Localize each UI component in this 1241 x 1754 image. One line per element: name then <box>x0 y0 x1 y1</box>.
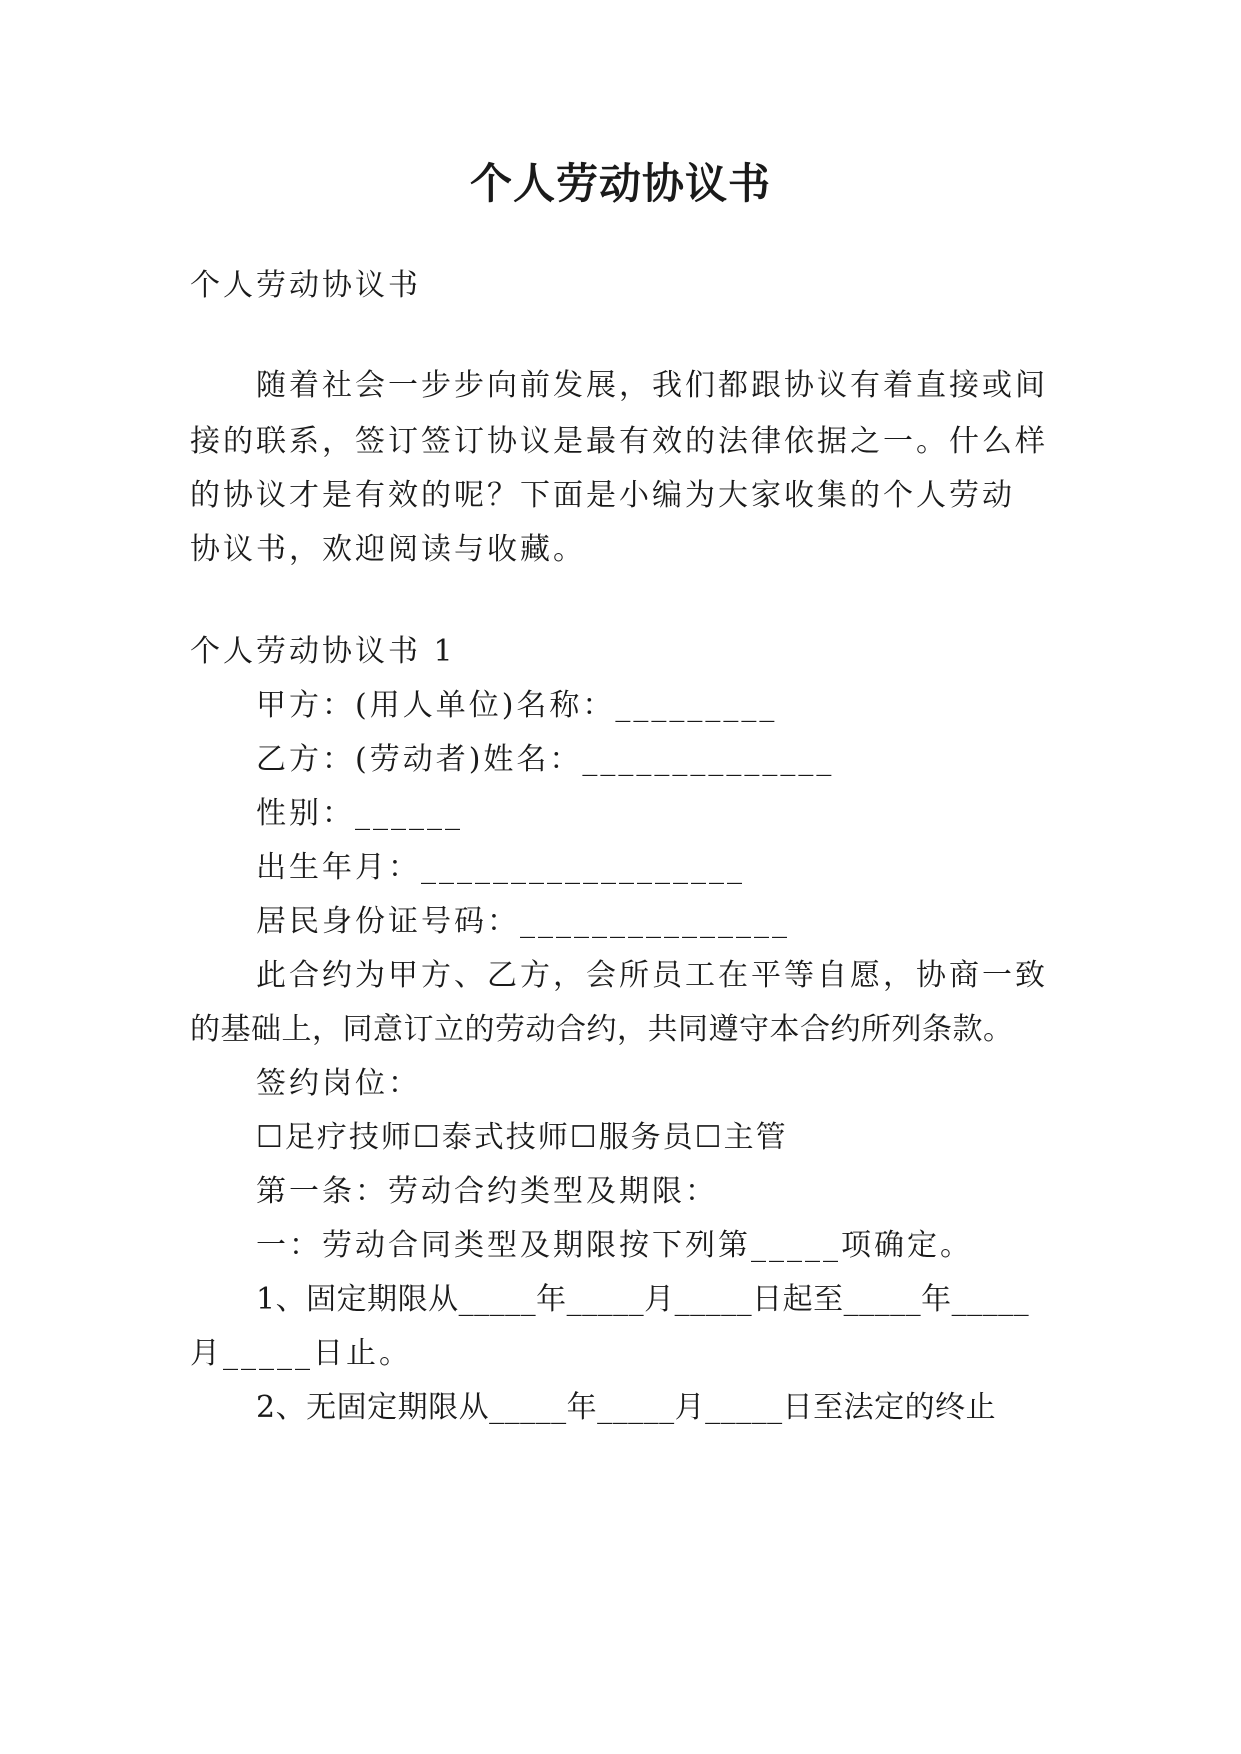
document-heading: 个人劳动协议书 <box>190 268 421 303</box>
agreement-line-2: 的基础上，同意订立的劳动合约，共同遵守本合约所列条款。 <box>190 1012 1014 1047</box>
field-gender: 性别：______ <box>256 796 463 831</box>
agreement-line-1: 此合约为甲方、乙方，会所员工在平等自愿，协商一致 <box>256 958 1048 993</box>
document-title: 个人劳动协议书 <box>469 159 771 208</box>
field-birth: 出生年月：__________________ <box>256 850 745 885</box>
item-1-line-1: 1、固定期限从_____年_____月_____日起至_____年_____ <box>256 1282 1030 1317</box>
item-2-line-1: 2、无固定期限从_____年_____月_____日至法定的终止 <box>256 1390 997 1425</box>
intro-line-4: 协议书，欢迎阅读与收藏。 <box>190 532 586 567</box>
article-1: 第一条：劳动合约类型及期限： <box>256 1174 718 1209</box>
field-id-number: 居民身份证号码：_______________ <box>256 904 790 939</box>
intro-line-2: 接的联系，签订签订协议是最有效的法律依据之一。什么样 <box>190 424 1048 459</box>
item-1-line-2: 月_____日止。 <box>190 1336 412 1371</box>
section-title: 个人劳动协议书 1 <box>190 634 456 669</box>
intro-line-3: 的协议才是有效的呢？下面是小编为大家收集的个人劳动 <box>190 478 1015 513</box>
field-party-a: 甲方：(用人单位)名称：_________ <box>256 688 778 723</box>
post-label: 签约岗位： <box>256 1066 421 1101</box>
clause-1: 一：劳动合同类型及期限按下列第_____项确定。 <box>256 1228 973 1263</box>
intro-line-1: 随着社会一步步向前发展，我们都跟协议有着直接或间 <box>256 368 1048 403</box>
post-options: ☐足疗技师☐泰式技师☐服务员☐主管 <box>256 1120 788 1155</box>
field-party-b: 乙方：(劳动者)姓名：______________ <box>256 742 835 777</box>
